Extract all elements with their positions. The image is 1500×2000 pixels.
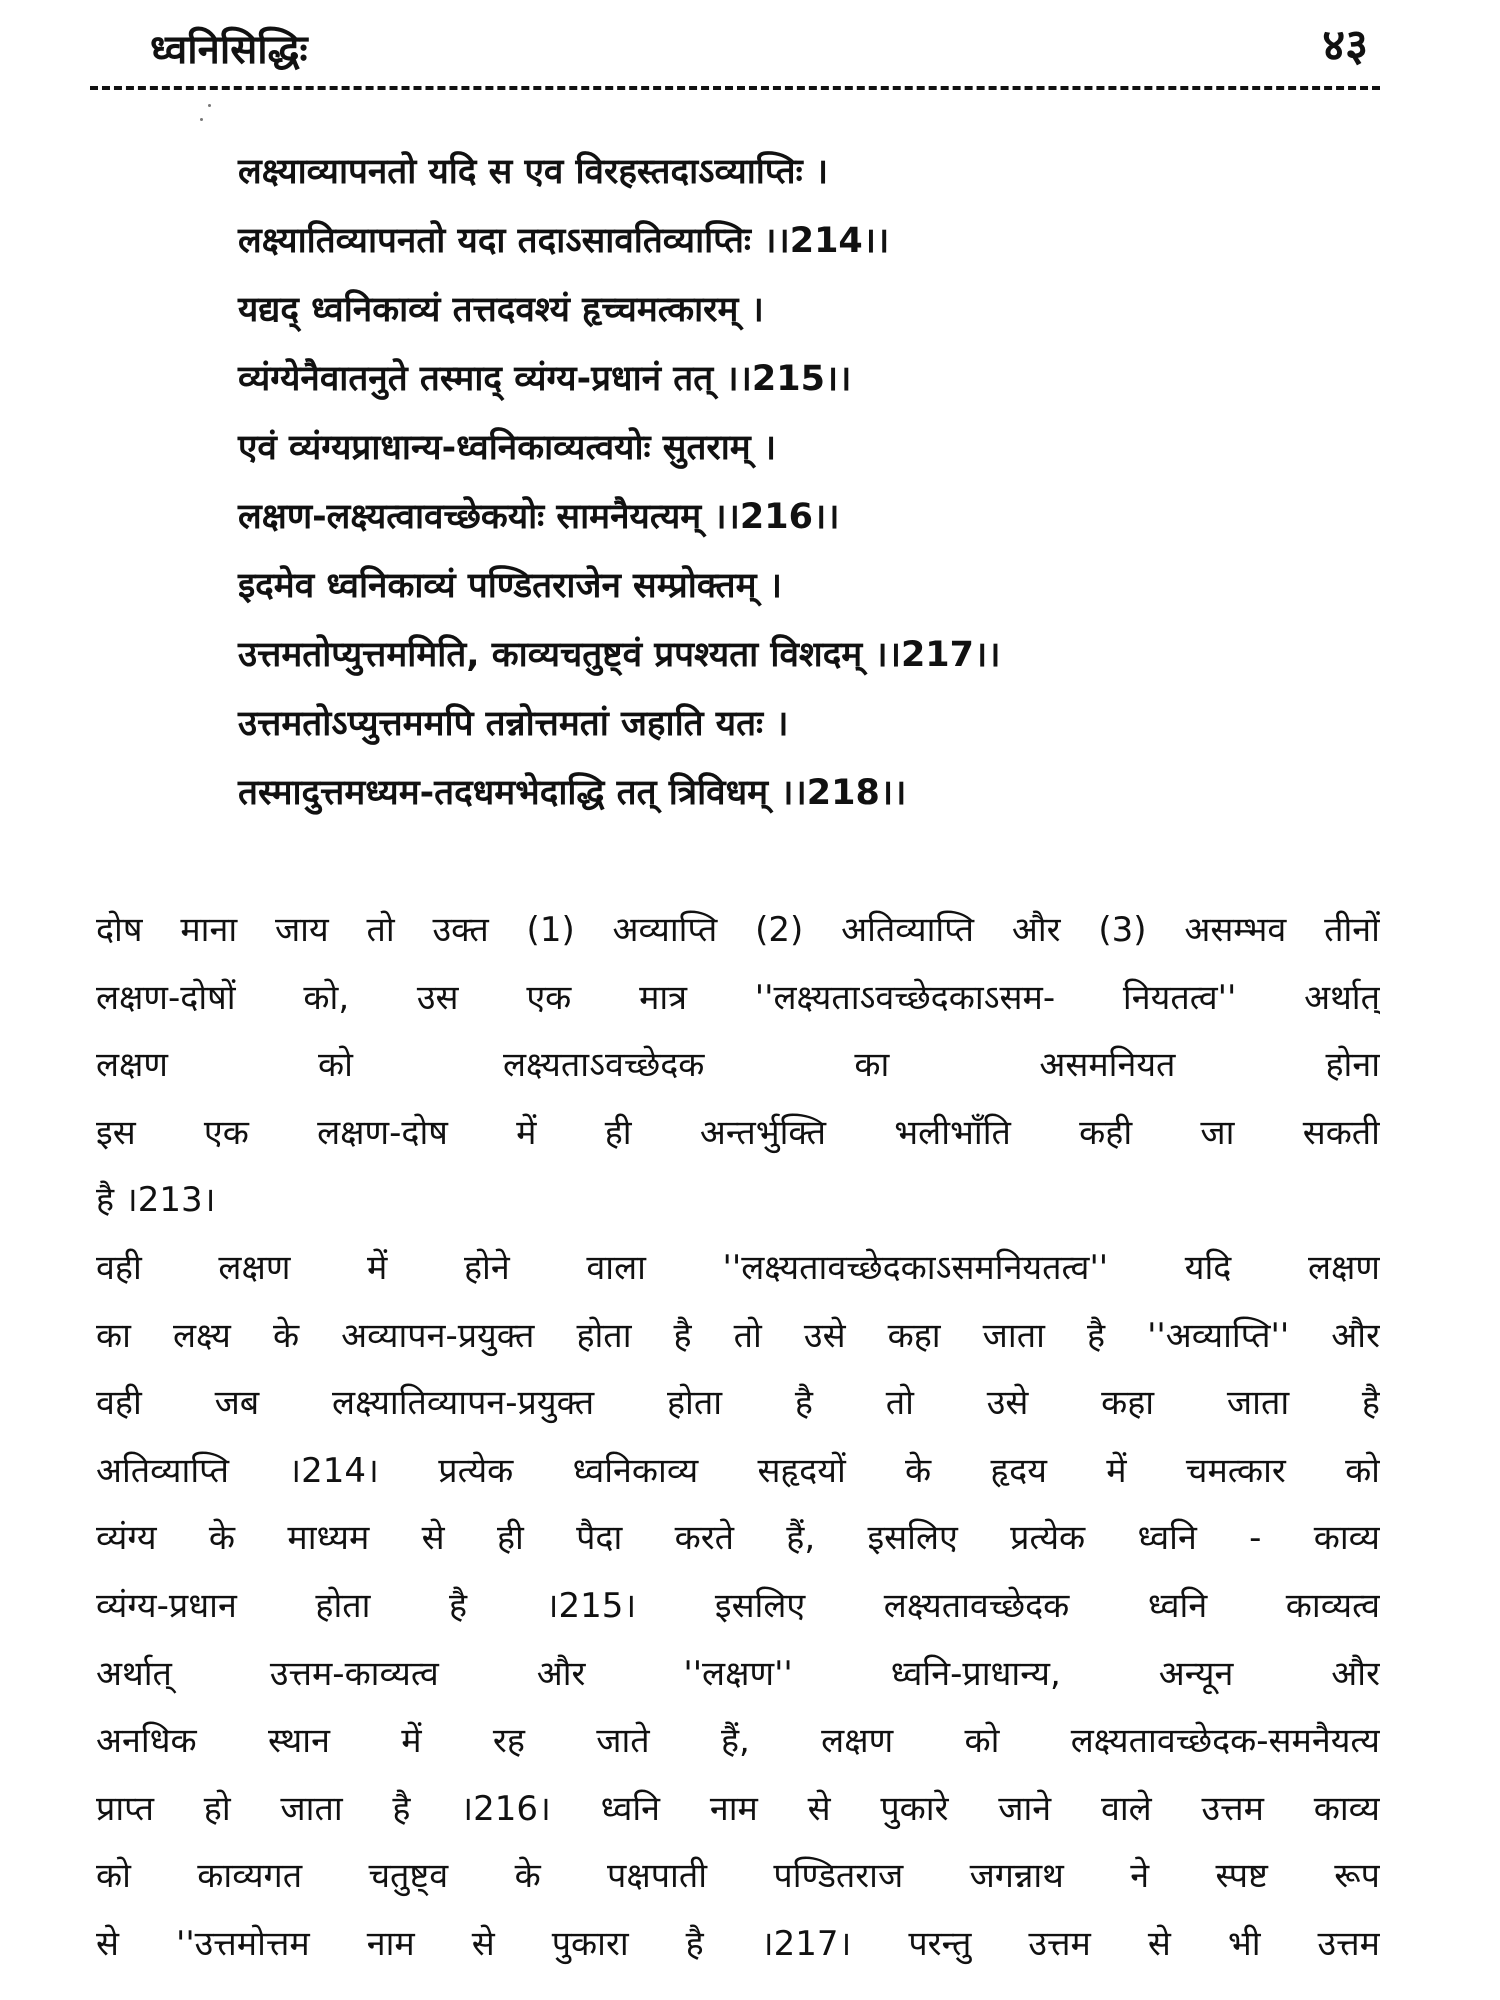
prose-line: लक्षण-दोषों को, उस एक मात्र ''लक्ष्यताऽवच्छेदकाऽसम- नियतत्व'' अर्थात् bbox=[96, 977, 1380, 1018]
verse-line: एवं व्यंग्यप्राधान्य-ध्वनिकाव्यत्वयोः सुतराम् । bbox=[238, 428, 777, 468]
prose-line: वही जब लक्ष्यातिव्यापन-प्रयुक्त होता है तो उसे कहा जाता है bbox=[96, 1383, 1380, 1424]
prose-line: को काव्यगत चतुष्ट्व के पक्षपाती पण्डितराज जगन्नाथ ने स्पष्ट रूप bbox=[96, 1856, 1380, 1897]
verse-line: यद्यद् ध्वनिकाव्यं तत्तदवश्यं हृच्चमत्कारम् । bbox=[238, 290, 764, 330]
verse-line: उत्तमतोप्युत्तममिति, काव्यचतुष्ट्वं प्रपश्यता विशदम् ।।217।। bbox=[238, 635, 1001, 675]
page-number: ४३ bbox=[1322, 20, 1368, 71]
prose-line: व्यंग्य के माध्यम से ही पैदा करते हैं, इसलिए प्रत्येक ध्वनि - काव्य bbox=[96, 1518, 1380, 1559]
running-head-title: ध्वनिसिद्धिः bbox=[150, 27, 308, 73]
prose-line: अतिव्याप्ति ।214। प्रत्येक ध्वनिकाव्य सहृदयों के हृदय में चमत्कार को bbox=[96, 1450, 1380, 1491]
verse-line: लक्ष्यातिव्यापनतो यदा तदाऽसावतिव्याप्तिः ।।214।। bbox=[238, 221, 890, 261]
print-speck bbox=[200, 118, 203, 121]
hindi-commentary bbox=[96, 897, 1380, 1979]
verse-line: इदमेव ध्वनिकाव्यं पण्डितराजेन सम्प्रोक्तम् । bbox=[238, 566, 782, 606]
verse-line: तस्मादुत्तमध्यम-तदधमभेदाद्धि तत् त्रिविधम् ।।218।। bbox=[238, 773, 907, 813]
prose-line: इस एक लक्षण-दोष में ही अन्तर्भुक्ति भलीभाँति कही जा सकती bbox=[96, 1112, 1380, 1153]
verse-line: व्यंग्येनैवातनुते तस्माद् व्यंग्य-प्रधानं तत् ।।215।। bbox=[238, 359, 852, 399]
verse-line: लक्षण-लक्ष्यत्वावच्छेकयोः सामनैयत्यम् ।।216।। bbox=[238, 497, 840, 537]
prose-line: का लक्ष्य के अव्यापन-प्रयुक्त होता है तो उसे कहा जाता है ''अव्याप्ति'' और bbox=[96, 1315, 1380, 1356]
prose-line: अनधिक स्थान में रह जाते हैं, लक्षण को लक्ष्यतावच्छेदक-समनैयत्य bbox=[96, 1721, 1380, 1762]
header-dashed-rule bbox=[90, 86, 1380, 90]
prose-line: प्राप्त हो जाता है ।216। ध्वनि नाम से पुकारे जाने वाले उत्तम काव्य bbox=[96, 1788, 1380, 1829]
print-speck bbox=[208, 104, 211, 107]
prose-line: व्यंग्य-प्रधान होता है ।215। इसलिए लक्ष्यतावच्छेदक ध्वनि काव्यत्व bbox=[96, 1585, 1380, 1626]
verse-line: उत्तमतोऽप्युत्तममपि तन्नोत्तमतां जहाति यतः । bbox=[238, 704, 789, 744]
prose-line: से ''उत्तमोत्तम नाम से पुकारा है ।217। परन्तु उत्तम से भी उत्तम bbox=[96, 1923, 1380, 1964]
verse-line: लक्ष्याव्यापनतो यदि स एव विरहस्तदाऽव्याप्तिः । bbox=[238, 152, 829, 192]
prose-line: दोष माना जाय तो उक्त (1) अव्याप्ति (2) अतिव्याप्ति और (3) असम्भव तीनों bbox=[96, 910, 1380, 950]
prose-line: लक्षण को लक्ष्यताऽवच्छेदक का असमनियत होना bbox=[96, 1045, 1380, 1086]
prose-line: अर्थात् उत्तम-काव्यत्व और ''लक्षण'' ध्वनि-प्राधान्य, अन्यून और bbox=[96, 1653, 1380, 1694]
sanskrit-verses bbox=[238, 138, 1418, 828]
prose-line: वही लक्षण में होने वाला ''लक्ष्यतावच्छेदकाऽसमनियतत्व'' यदि लक्षण bbox=[96, 1247, 1380, 1288]
prose-line: है ।213। bbox=[96, 1180, 216, 1221]
